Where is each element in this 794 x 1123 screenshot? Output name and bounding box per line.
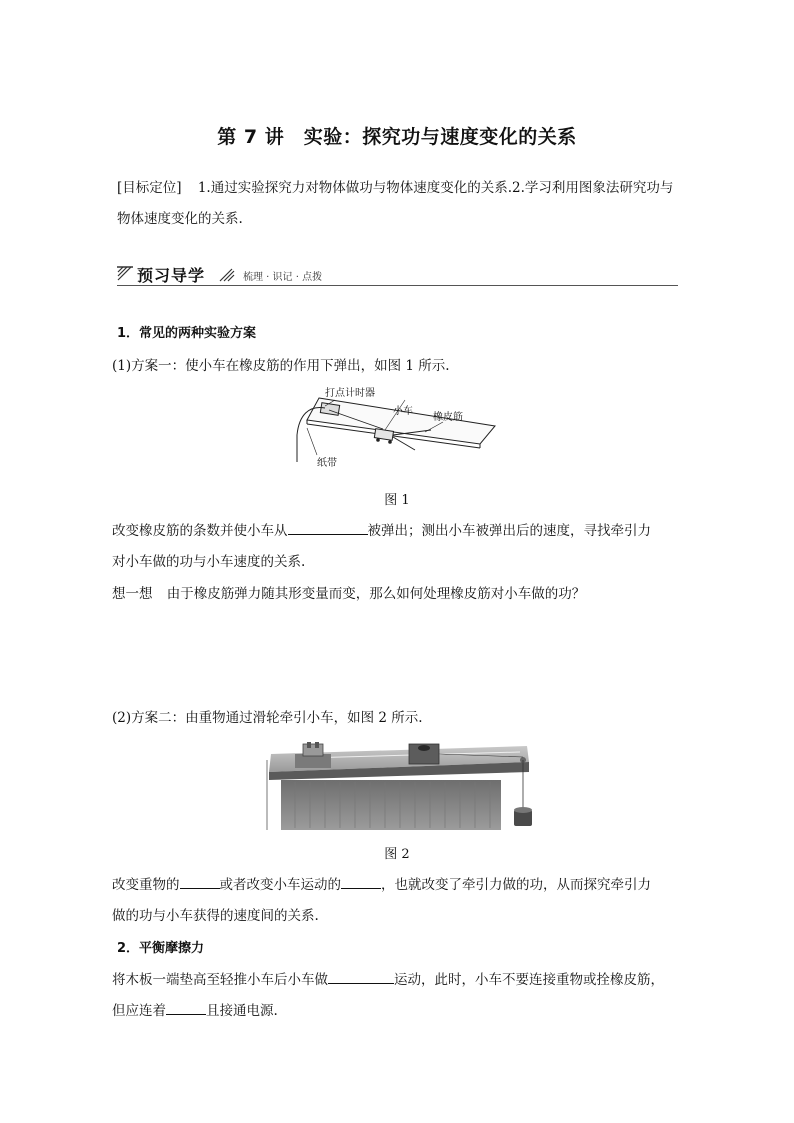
- answer-blank-1[interactable]: [288, 520, 368, 535]
- page-title: 第 7 讲 实验：探究功与速度变化的关系: [217, 126, 577, 148]
- item2-heading: 2．平衡摩擦力: [117, 941, 205, 956]
- p1-text-c: 对小车做的功与小车速度的关系.: [112, 554, 306, 570]
- goal-tag: [目标定位]: [117, 180, 182, 196]
- think-label: 想一想: [112, 586, 153, 602]
- fig1-label-tape: 纸带: [317, 458, 337, 469]
- section-title: 预习导学: [137, 266, 206, 285]
- p2-text-c: ，也就改变了牵引力做的功，从而探究牵引力: [381, 877, 651, 893]
- item1-heading: 1．常见的两种实验方案: [117, 326, 257, 341]
- fig1-caption: 图 1: [384, 493, 410, 508]
- fig2-timer: [295, 742, 331, 768]
- think-text: 由于橡皮筋弹力随其形变量而变，那么如何处理橡皮筋对小车做的功？: [166, 586, 586, 602]
- fig2-caption: 图 2: [384, 847, 410, 862]
- plan1-text: (1)方案一：使小车在橡皮筋的作用下弹出，如图 1 所示.: [112, 358, 450, 374]
- fig1-label-timer: 打点计时器: [325, 388, 375, 399]
- section-stripe-icon-right: [219, 268, 235, 282]
- answer-blank-3[interactable]: [341, 874, 381, 889]
- p1-text-b: 被弹出；测出小车被弹出后的速度，寻找牵引力: [367, 523, 651, 539]
- section-stripe-icon: [117, 265, 133, 281]
- figure-2-diagram: [265, 738, 535, 834]
- fig2-car: [409, 744, 439, 764]
- section-divider: [117, 285, 678, 286]
- goal-paragraph: [117, 174, 687, 203]
- item2-paragraph-2: [112, 997, 278, 1026]
- item2-paragraph: [112, 966, 664, 995]
- goal-line2: 物体速度变化的关系.: [117, 211, 243, 227]
- fig1-label-car: 小车: [393, 406, 413, 417]
- item2-text-b: 运动，此时，小车不要连接重物或拴橡皮筋，: [394, 972, 664, 988]
- item2-text-d: 且接通电源.: [206, 1003, 278, 1019]
- p2-text-b: 或者改变小车运动的: [219, 877, 341, 893]
- p1-text-a: 改变橡皮筋的条数并使小车从: [112, 523, 288, 539]
- item2-text-a: 将木板一端垫高至轻推小车后小车做: [112, 972, 328, 988]
- figure-1-diagram: [285, 380, 510, 470]
- goal-line1: 1.通过实验探究力对物体做功与物体速度变化的关系.2.学习利用图象法研究功与: [197, 180, 674, 196]
- fig2-table: [281, 780, 501, 830]
- plan1-paragraph: [112, 517, 651, 546]
- fig1-label-rubber: 橡皮筋: [433, 412, 463, 423]
- fig1-timer: [320, 403, 339, 416]
- item2-text-c: 但应连着: [112, 1003, 166, 1019]
- plan2-text: (2)方案二：由重物通过滑轮牵引小车，如图 2 所示.: [112, 710, 423, 726]
- section-header: [117, 262, 678, 288]
- answer-blank-4[interactable]: [328, 969, 394, 984]
- answer-blank-5[interactable]: [166, 1000, 206, 1015]
- plan2-paragraph: [112, 871, 651, 900]
- p2-text-d: 做的功与小车获得的速度间的关系.: [112, 908, 319, 924]
- p2-text-a: 改变重物的: [112, 877, 180, 893]
- think-paragraph: [112, 580, 585, 609]
- answer-blank-2[interactable]: [180, 874, 220, 889]
- section-subtitle: 梳理 · 识记 · 点拨: [243, 272, 323, 283]
